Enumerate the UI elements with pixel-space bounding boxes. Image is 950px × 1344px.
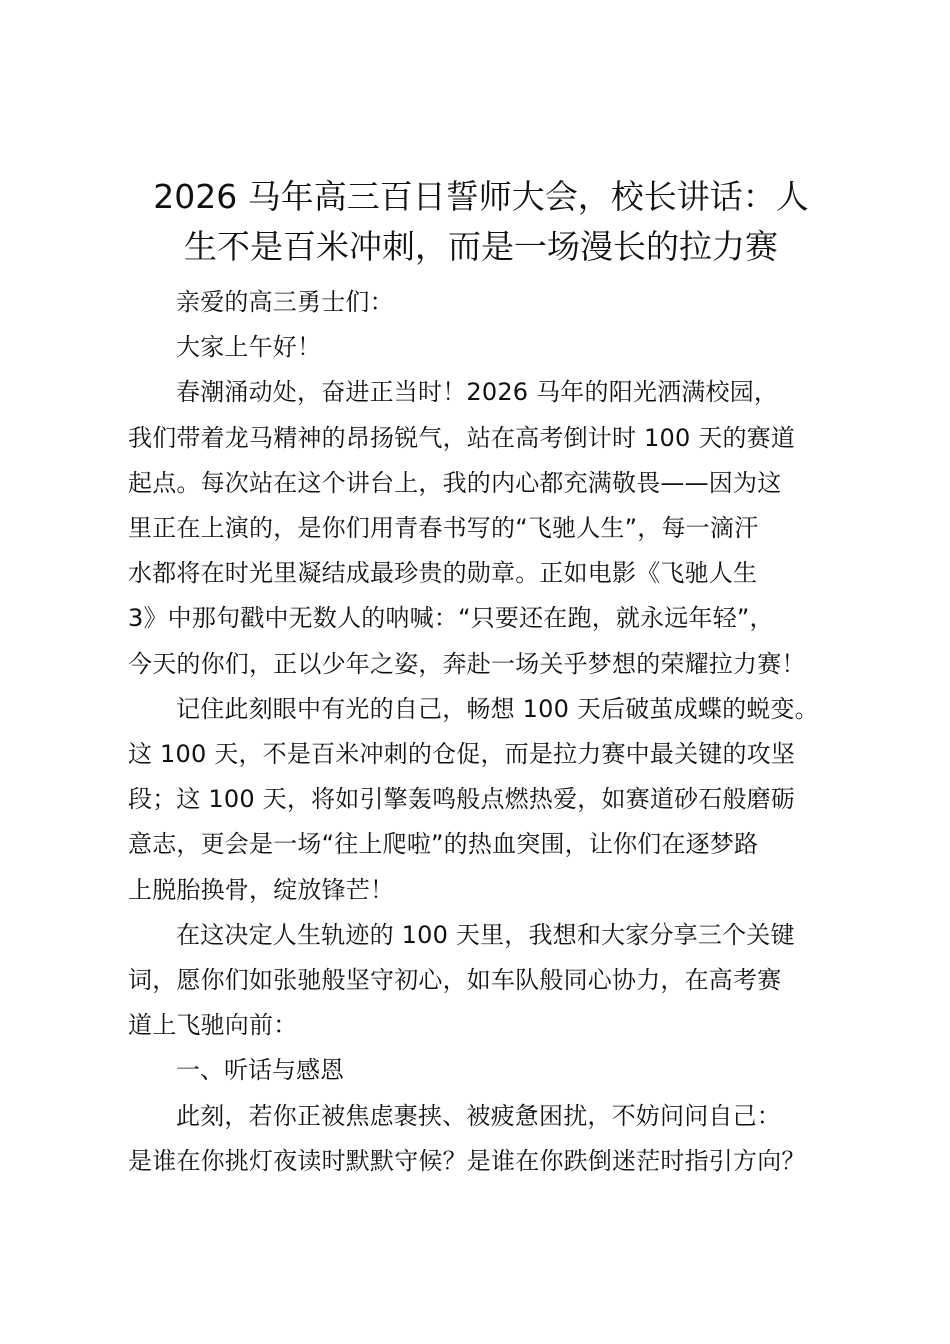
text-line: 是谁在你挑灯夜读时默默守候？是谁在你跌倒迷茫时指引方向？ bbox=[128, 1146, 806, 1175]
title-line-2: 生不是百米冲刺，而是一场漫长的拉力赛 bbox=[184, 227, 778, 266]
title-line-1: 2026 马年高三百日誓师大会，校长讲话：人 bbox=[153, 177, 809, 216]
text-line: 水都将在时光里凝结成最珍贵的勋章。正如电影《飞驰人生 bbox=[128, 559, 758, 588]
text-line: 此刻，若你正被焦虑裹挟、被疲惫困扰，不妨问问自己： bbox=[176, 1101, 781, 1130]
text-line: 上脱胎换骨，绽放锋芒！ bbox=[128, 875, 395, 904]
section-heading: 一、听话与感恩 bbox=[176, 1056, 344, 1085]
text-line: 这 100 天，不是百米冲刺的仓促，而是拉力赛中最关键的攻坚 bbox=[128, 740, 796, 769]
salutation bbox=[128, 280, 834, 325]
greeting bbox=[128, 325, 834, 370]
document-page bbox=[128, 172, 834, 1184]
text-line: 我们带着龙马精神的昂扬锐气，站在高考倒计时 100 天的赛道 bbox=[128, 423, 796, 452]
paragraph-100-days bbox=[128, 687, 834, 913]
paragraph-gratitude bbox=[128, 1094, 834, 1184]
text-line: 在这决定人生轨迹的 100 天里，我想和大家分享三个关键 bbox=[176, 920, 795, 949]
text-line: 段；这 100 天，将如引擎轰鸣般点燃热爱，如赛道砂石般磨砺 bbox=[128, 785, 796, 814]
text-line: 亲爱的高三勇士们： bbox=[176, 288, 394, 316]
text-line: 道上飞驰向前： bbox=[128, 1011, 298, 1040]
text-line: 里正在上演的，是你们用青春书写的“飞驰人生”，每一滴汗 bbox=[128, 514, 759, 543]
text-line: 今天的你们，正以少年之姿，奔赴一场关乎梦想的荣耀拉力赛！ bbox=[128, 649, 806, 678]
text-line: 3》中那句戳中无数人的呐喊：“只要还在跑，就永远年轻”， bbox=[128, 604, 774, 633]
text-line: 意志，更会是一场“往上爬啦”的热血突围，让你们在逐梦路 bbox=[128, 830, 759, 859]
document-title bbox=[121, 172, 841, 272]
text-line: 春潮涌动处，奋进正当时！2026 马年的阳光洒满校园， bbox=[176, 378, 779, 407]
text-line: 词，愿你们如张驰般坚守初心，如车队般同心协力，在高考赛 bbox=[128, 966, 782, 995]
text-line: 大家上午好！ bbox=[176, 333, 322, 362]
text-line: 记住此刻眼中有光的自己，畅想 100 天后破茧成蝶的蜕变。 bbox=[176, 694, 819, 723]
text-line: 起点。每次站在这个讲台上，我的内心都充满敬畏——因为这 bbox=[128, 468, 782, 497]
paragraph-keywords-intro bbox=[128, 913, 834, 1049]
paragraph-opening bbox=[128, 370, 834, 686]
document-body bbox=[128, 280, 834, 1184]
